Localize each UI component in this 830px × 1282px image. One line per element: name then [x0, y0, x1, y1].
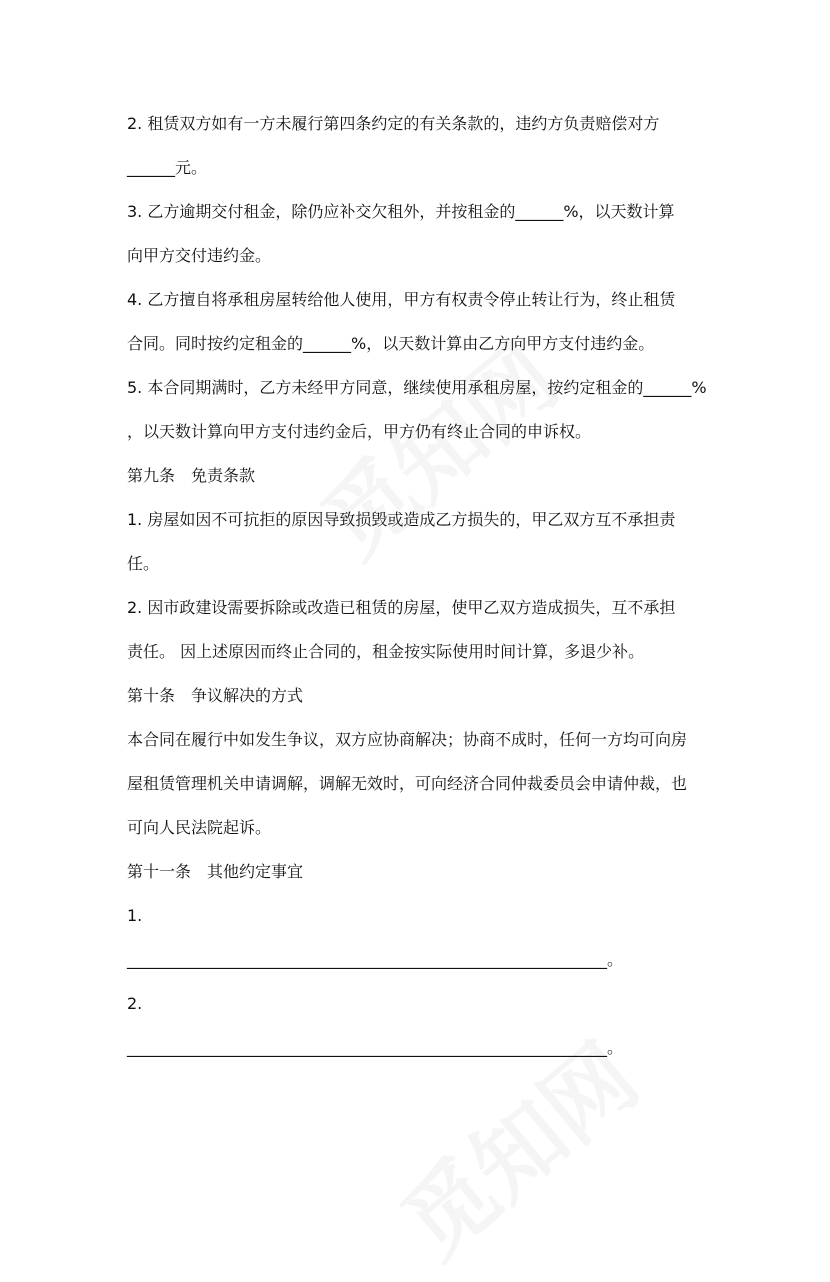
clause-9-item-1-line-2: 任。 — [127, 554, 160, 573]
clause-11-item-1-label: 1. — [127, 906, 143, 925]
clause-10-body-line-1: 本合同在履行中如发生争议，双方应协商解决；协商不成时，任何一方均可向房 — [127, 730, 688, 749]
clause-8-item-2-line-2: ______元。 — [127, 158, 208, 177]
clause-11-item-1-blank: ____________________________________________________________。 — [127, 950, 624, 969]
clause-8-item-2-line-1: 2. 租赁双方如有一方未履行第四条约定的有关条款的，违约方负责赔偿对方 — [127, 114, 660, 133]
clause-9-heading: 第九条 免责条款 — [127, 466, 256, 485]
clause-10-body-line-3: 可向人民法院起诉。 — [127, 818, 272, 837]
clause-10-body-line-2: 屋租赁管理机关申请调解，调解无效时，可向经济合同仲裁委员会申请仲裁，也 — [127, 774, 688, 793]
clause-9-item-2-line-1: 2. 因市政建设需要拆除或改造已租赁的房屋，使甲乙双方造成损失，互不承担 — [127, 598, 676, 617]
clause-9-item-2-line-2: 责任。 因上述原因而终止合同的，租金按实际使用时间计算，多退少补。 — [127, 642, 645, 661]
clause-11-item-2-label: 2. — [127, 994, 143, 1013]
clause-11-item-2-blank: ____________________________________________________________。 — [127, 1038, 624, 1057]
clause-8-item-4-line-1: 4. 乙方擅自将承租房屋转给他人使用，甲方有权责令停止转让行为，终止租赁 — [127, 290, 676, 309]
clause-10-heading: 第十条 争议解决的方式 — [127, 686, 304, 705]
clause-8-item-5-line-2: ，以天数计算向甲方支付违约金后，甲方仍有终止合同的申诉权。 — [127, 422, 592, 441]
clause-8-item-3-line-2: 向甲方交付违约金。 — [127, 246, 272, 265]
clause-9-item-1-line-1: 1. 房屋如因不可抗拒的原因导致损毁或造成乙方损失的，甲乙双方互不承担责 — [127, 510, 676, 529]
clause-8-item-5-line-1: 5. 本合同期满时，乙方未经甲方同意，继续使用承租房屋，按约定租金的______% — [127, 378, 707, 397]
clause-8-item-4-line-2: 合同。同时按约定租金的______%，以天数计算由乙方向甲方支付违约金。 — [127, 334, 655, 353]
clause-8-item-3-line-1: 3. 乙方逾期交付租金，除仍应补交欠租外，并按租金的______%，以天数计算 — [127, 202, 675, 221]
clause-11-heading: 第十一条 其他约定事宜 — [127, 862, 304, 881]
